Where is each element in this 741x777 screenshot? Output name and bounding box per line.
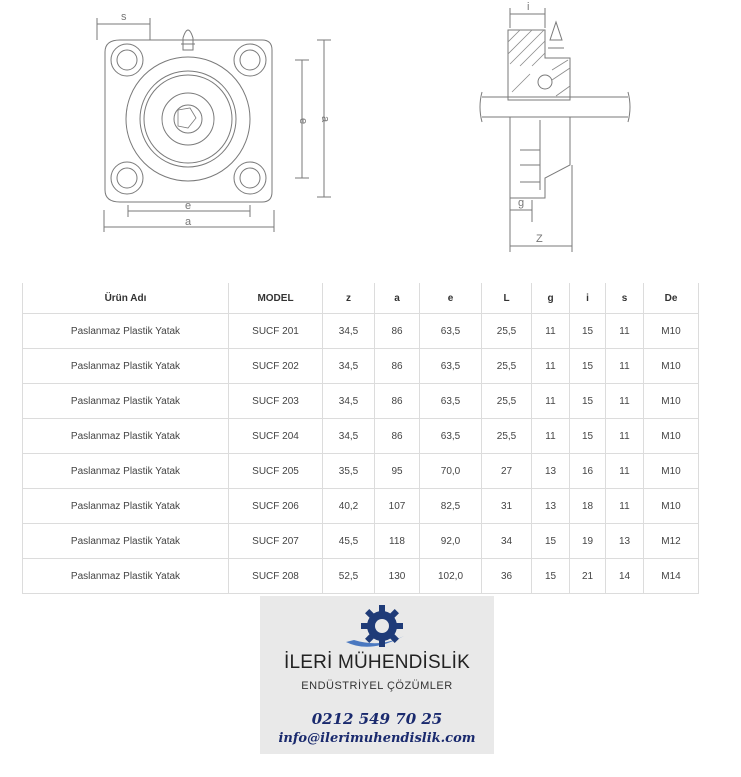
header-z: z (323, 283, 375, 314)
cell-s: 11 (606, 349, 644, 384)
cell-l: 25,5 (482, 314, 532, 349)
table-header-row (23, 283, 699, 314)
cell-l: 25,5 (482, 419, 532, 454)
cell-s: 13 (606, 524, 644, 559)
cell-z: 34,5 (323, 419, 375, 454)
side-view (480, 8, 630, 252)
cell-g: 11 (532, 384, 570, 419)
cell-urun-adi: Paslanmaz Plastik Yatak (23, 559, 229, 594)
cell-z: 40,2 (323, 489, 375, 524)
cell-g: 11 (532, 349, 570, 384)
cell-g: 11 (532, 314, 570, 349)
cell-a: 107 (375, 489, 420, 524)
header-s: s (606, 283, 644, 314)
cell-l: 25,5 (482, 349, 532, 384)
cell-urun-adi: Paslanmaz Plastik Yatak (23, 349, 229, 384)
cell-a: 130 (375, 559, 420, 594)
company-phone: 0212 549 70 25 (311, 710, 443, 728)
cell-a: 86 (375, 419, 420, 454)
company-name: İLERİ MÜHENDİSLİK (283, 652, 471, 673)
header-l: L (482, 283, 532, 314)
cell-z: 34,5 (323, 314, 375, 349)
cell-e: 92,0 (420, 524, 482, 559)
header-i: i (570, 283, 606, 314)
cell-model: SUCF 203 (229, 384, 323, 419)
cell-e: 63,5 (420, 314, 482, 349)
cell-urun-adi: Paslanmaz Plastik Yatak (23, 489, 229, 524)
table-row (23, 419, 699, 454)
header-de: De (644, 283, 699, 314)
cell-urun-adi: Paslanmaz Plastik Yatak (23, 524, 229, 559)
cell-model: SUCF 207 (229, 524, 323, 559)
cell-a: 86 (375, 349, 420, 384)
cell-de: M10 (644, 419, 699, 454)
company-tagline: ENDÜSTRİYEL ÇÖZÜMLER (301, 680, 453, 692)
dim-z-label: Z (536, 233, 543, 245)
table-row (23, 489, 699, 524)
cell-i: 18 (570, 489, 606, 524)
cell-i: 15 (570, 349, 606, 384)
cell-g: 15 (532, 524, 570, 559)
dim-g-label: g (518, 197, 525, 209)
cell-g: 11 (532, 419, 570, 454)
cell-model: SUCF 201 (229, 314, 323, 349)
cell-de: M10 (644, 384, 699, 419)
cell-l: 27 (482, 454, 532, 489)
cell-urun-adi: Paslanmaz Plastik Yatak (23, 384, 229, 419)
cell-model: SUCF 205 (229, 454, 323, 489)
cell-urun-adi: Paslanmaz Plastik Yatak (23, 314, 229, 349)
cell-model: SUCF 208 (229, 559, 323, 594)
table-row (23, 349, 699, 384)
cell-urun-adi: Paslanmaz Plastik Yatak (23, 419, 229, 454)
cell-s: 11 (606, 489, 644, 524)
cell-de: M14 (644, 559, 699, 594)
cell-a: 118 (375, 524, 420, 559)
cell-l: 36 (482, 559, 532, 594)
cell-l: 31 (482, 489, 532, 524)
company-logo-card (260, 596, 494, 754)
cell-a: 95 (375, 454, 420, 489)
front-view (97, 18, 331, 232)
cell-model: SUCF 206 (229, 489, 323, 524)
cell-urun-adi: Paslanmaz Plastik Yatak (23, 454, 229, 489)
cell-s: 11 (606, 454, 644, 489)
cell-e: 102,0 (420, 559, 482, 594)
cell-e: 63,5 (420, 419, 482, 454)
cell-a: 86 (375, 384, 420, 419)
cell-i: 19 (570, 524, 606, 559)
cell-g: 15 (532, 559, 570, 594)
cell-e: 82,5 (420, 489, 482, 524)
cell-i: 15 (570, 419, 606, 454)
cell-e: 63,5 (420, 384, 482, 419)
cell-model: SUCF 204 (229, 419, 323, 454)
cell-l: 34 (482, 524, 532, 559)
cell-l: 25,5 (482, 384, 532, 419)
table-row (23, 314, 699, 349)
cell-e: 70,0 (420, 454, 482, 489)
header-urun-adi: Ürün Adı (23, 283, 229, 314)
cell-i: 21 (570, 559, 606, 594)
cell-i: 15 (570, 384, 606, 419)
cell-g: 13 (532, 489, 570, 524)
table-row (23, 454, 699, 489)
cell-e: 63,5 (420, 349, 482, 384)
cell-z: 45,5 (323, 524, 375, 559)
technical-drawing (0, 0, 741, 270)
cell-de: M10 (644, 454, 699, 489)
cell-z: 34,5 (323, 349, 375, 384)
cell-model: SUCF 202 (229, 349, 323, 384)
header-g: g (532, 283, 570, 314)
header-e: e (420, 283, 482, 314)
cell-s: 14 (606, 559, 644, 594)
cell-de: M10 (644, 314, 699, 349)
gear-icon (340, 602, 420, 654)
cell-i: 16 (570, 454, 606, 489)
cell-s: 11 (606, 384, 644, 419)
cell-s: 11 (606, 419, 644, 454)
table-row (23, 524, 699, 559)
cell-z: 52,5 (323, 559, 375, 594)
table-row (23, 559, 699, 594)
cell-de: M12 (644, 524, 699, 559)
cell-de: M10 (644, 489, 699, 524)
cell-s: 11 (606, 314, 644, 349)
cell-z: 35,5 (323, 454, 375, 489)
dim-i-label: i (527, 1, 530, 13)
header-model: MODEL (229, 283, 323, 314)
dim-e-horizontal-label: e (185, 200, 192, 212)
cell-de: M10 (644, 349, 699, 384)
dim-a-horizontal-label: a (185, 216, 192, 228)
header-a: a (375, 283, 420, 314)
table-row (23, 384, 699, 419)
dim-s-label: s (121, 11, 127, 23)
cell-a: 86 (375, 314, 420, 349)
cell-z: 34,5 (323, 384, 375, 419)
spec-table (22, 283, 699, 594)
cell-g: 13 (532, 454, 570, 489)
company-email: info@ilerimuhendislik.com (278, 731, 476, 746)
dim-e-vertical-label: e (297, 118, 309, 125)
cell-i: 15 (570, 314, 606, 349)
dim-a-vertical-label: a (319, 116, 331, 123)
